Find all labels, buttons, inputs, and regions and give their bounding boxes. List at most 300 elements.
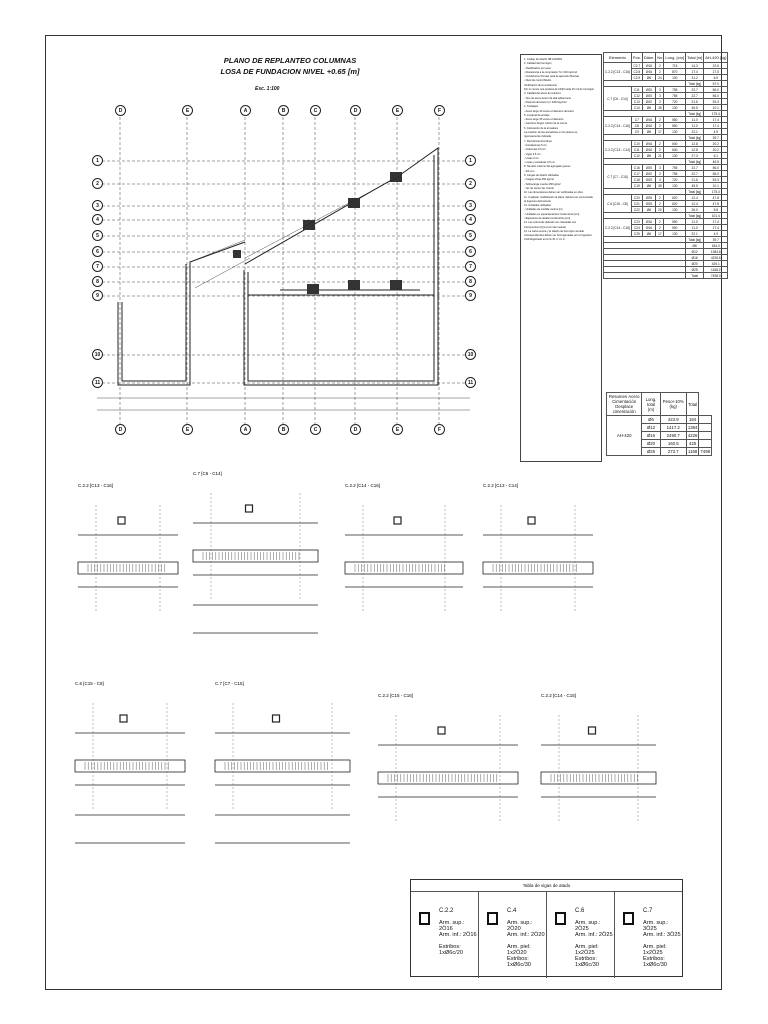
axis-bubble-right: 6 [465, 246, 476, 257]
summary-diameter: Ø25 [642, 448, 660, 456]
note-line: - Clasificación por peso [524, 66, 551, 70]
steel-diameter-value: 425.1 [704, 261, 728, 267]
steel-cell: 640 [664, 141, 686, 147]
steel-cell: Ø16 [642, 219, 655, 225]
note-line: - Fluencia del acero fy= 4200 kg/cm2 [524, 100, 567, 104]
axis-bubble-right: 10 [465, 349, 476, 360]
steel-cell: C12 [631, 93, 642, 99]
steel-cell: 26.0 [686, 207, 704, 213]
summary-h1b: Desplace cimentación [612, 404, 636, 414]
steel-cell: 17.4 [704, 225, 728, 231]
steel-cell: 35 [656, 183, 664, 189]
steel-grand-value: 7498.0 [704, 273, 728, 279]
steel-cell: 550 [664, 225, 686, 231]
steel-cell: 3 [656, 99, 664, 105]
tie-beam-bottom-rebar: Arm. inf.: 2Ö20 [507, 932, 545, 938]
summary-header-cell: Total [686, 393, 699, 416]
column-section-icon [528, 517, 535, 524]
note-line: instrumentos [3] (a 2 con las metras) [524, 225, 567, 229]
plan-title-line2: LOSA DE FUNDACION NIVEL +0.65 [m] [220, 67, 360, 76]
tie-beam-top-rebar: Arm. sup.: 2Ö25 [575, 920, 601, 932]
axis-bubble-right: 3 [465, 200, 476, 211]
steel-cell: 20.2 [704, 141, 728, 147]
tie-beam-cell [615, 892, 682, 978]
axis-bubble-bottom: F [434, 424, 445, 435]
steel-cell: 17 [656, 231, 664, 237]
steel-cell: 4.9 [704, 129, 728, 135]
beam-detail-title: C.2.2 [C14 - C15] [541, 693, 577, 698]
steel-cell: 550 [664, 117, 686, 123]
steel-cell: Ø16 [642, 147, 655, 153]
note-line: rigurosamente indicada [524, 135, 551, 139]
beam-section-icon [419, 912, 430, 925]
steel-element-name: C.2.2 [C13 - C16] [604, 63, 632, 81]
steel-cell: 130 [664, 105, 686, 111]
tie-beam-stirrups: Estribos: 1xØ6c/30 [643, 956, 667, 968]
steel-cell: 10.1 [704, 183, 728, 189]
steel-cell: C2.9 [631, 75, 642, 81]
note-line: 12. Unidades utilizadas [524, 204, 551, 208]
steel-cell: 3 [656, 87, 664, 93]
steel-cell: 47.8 [704, 201, 728, 207]
note-line: 5. Longitud de anclaje [524, 113, 550, 117]
tie-beam-bottom-rebar: Arm. inf.: 2Ö25 [575, 932, 613, 938]
note-line: - Ganchos Según criterio de la norma [524, 122, 568, 126]
note-line: Por lo menos una probeta de 15/30 cada 15 m3 de hormigón [524, 88, 595, 92]
steel-cell: 45.5 [686, 105, 704, 111]
summary-weight: 184 [686, 416, 699, 424]
beam-elevation [78, 562, 178, 574]
note-line: - Sobrecarga muerta 150 kg/m2 [524, 182, 561, 186]
steel-cell: C11 [631, 87, 642, 93]
axis-bubble-top: E [182, 105, 193, 116]
steel-cell: 2 [656, 219, 664, 225]
steel-cell: Ø25 [642, 201, 655, 207]
steel-cell: 35 [656, 105, 664, 111]
axis-bubble-bottom: D [350, 424, 361, 435]
axis-bubble-left: 8 [92, 276, 103, 287]
beam-detail [193, 471, 318, 633]
axis-bubble-bottom: D [115, 424, 126, 435]
note-line: 6. Colocación de la armadura [524, 126, 558, 130]
steel-element-name: C.7 [C6 - C14] [604, 87, 632, 111]
summary-diameter: Ø6 [642, 416, 660, 424]
steel-cell: Ø16 [642, 117, 655, 123]
steel-cell: Ø20 [642, 177, 655, 183]
note-line: - Unidades en espaciamientos Centimetros [cm] [524, 212, 580, 216]
steel-header-cell: Total [m] [686, 53, 704, 63]
tie-beam-skin-rebar: Arm. piel: 1x2Ö25 [575, 944, 599, 956]
steel-cell: 20 [656, 207, 664, 213]
steel-header-cell: AH-420 [kg] [704, 53, 728, 63]
summary-length: 2490.7 [660, 432, 686, 440]
steel-cell: 3 [656, 177, 664, 183]
steel-cell: Ø20 [642, 87, 655, 93]
beam-detail-title: C.7 [C7 - C15] [215, 681, 244, 686]
steel-cell: Ø16 [642, 69, 655, 75]
axis-bubble-top: D [115, 105, 126, 116]
steel-cell: 130 [664, 231, 686, 237]
note-line: - Losas y escaleras 2.5 cm [524, 161, 555, 165]
steel-subtotal-value: 175.4 [704, 111, 728, 117]
summary-h1: Resumen Acero Cimentación [608, 394, 640, 404]
note-line: 11. Cualquier modificación al plano, deberá ser comunicada [524, 195, 593, 199]
steel-diameter-value: 4226.6 [704, 255, 728, 261]
note-line: 2. Calidad del hormigon [524, 62, 552, 66]
steel-cell: 715 [664, 63, 686, 69]
tie-beam-row [411, 892, 682, 978]
steel-cell: Ø25 [642, 195, 655, 201]
note-line: 4. Traslapos [524, 105, 539, 109]
steel-cell: Ø20 [642, 99, 655, 105]
steel-subtotal-label: Total [kg] [686, 135, 704, 141]
steel-cell: 22.7 [686, 87, 704, 93]
steel-cell: C8 [631, 123, 642, 129]
steel-cell: C23 [631, 219, 642, 225]
column-section-icon [118, 517, 125, 524]
beam-section-icon [487, 912, 498, 925]
axis-bubble-left: 2 [92, 178, 103, 189]
beam-section-icon [555, 912, 566, 925]
steel-subtotal-value: 46.5 [704, 159, 728, 165]
beam-detail-title: C.2.2 [C13 - C16] [78, 483, 114, 488]
steel-cell: 2 [656, 141, 664, 147]
summary-header-cell: Long. total (m) [642, 393, 660, 416]
note-line: - Unidades de medida metros [m] [524, 208, 563, 212]
axis-bubble-left: 6 [92, 246, 103, 257]
beam-detail-title: C.2.2 [C15 - C16] [378, 693, 414, 698]
steel-header-cell: Pos. [631, 53, 642, 63]
steel-cell: 130 [664, 75, 686, 81]
steel-cell: 17 [656, 129, 664, 135]
steel-cell: 21 [656, 153, 664, 159]
steel-cell: Ø6 [642, 207, 655, 213]
steel-cell: 17.4 [704, 123, 728, 129]
note-line: 3. Calidad del acero de refuerzo [524, 92, 561, 96]
beam-elevation [378, 772, 518, 784]
plan-scale: Esc. 1:100 [255, 86, 280, 92]
steel-subtotal-label: Total [kg] [686, 159, 704, 165]
steel-diameter-label: Ø12 [686, 249, 704, 255]
steel-cell: 720 [664, 177, 686, 183]
steel-cell: 2 [656, 117, 664, 123]
note-line: - Fundaciones 5 cm [524, 143, 547, 147]
summary-diameter: Ø16 [642, 432, 660, 440]
steel-cell: C19 [631, 183, 642, 189]
column-section-icon [120, 715, 127, 722]
axis-bubble-bottom: B [278, 424, 289, 435]
steel-cell: 22.1 [686, 129, 704, 135]
steel-cell: C21 [631, 201, 642, 207]
note-line: - Condiciones Previas para la ejecución Buenas [524, 75, 580, 79]
beam-detail-title: C.2.2 [C13 - C14] [483, 483, 519, 488]
steel-diameter-value: 184.0 [704, 243, 728, 249]
note-line: 8. Tamaño máximo del agregado grueso [524, 165, 571, 169]
axis-bubble-left: 4 [92, 214, 103, 225]
steel-subtotal-value: 101.4 [704, 213, 728, 219]
steel-cell: 12.8 [686, 141, 704, 147]
steel-cell: 130 [664, 153, 686, 159]
axis-bubble-bottom: E [392, 424, 403, 435]
steel-subtotal-value: 39.7 [704, 237, 728, 243]
column-section-icon [246, 505, 253, 512]
steel-cell: 22.7 [686, 93, 704, 99]
steel-cell: Ø16 [642, 63, 655, 69]
steel-diameter-value: 1384.6 [704, 249, 728, 255]
summary-diameter: Ø20 [642, 440, 660, 448]
summary-length: 160.5 [660, 440, 686, 448]
steel-cell: C2.8 [631, 69, 642, 75]
steel-cell: C12 [631, 153, 642, 159]
steel-cell: 6.9 [704, 75, 728, 81]
steel-diameter-label: Ø6 [686, 243, 704, 249]
column-section-icon [438, 727, 445, 734]
note-line: - Acero largo 35 veces el diámetro [524, 118, 564, 122]
steel-cell: 2 [656, 123, 664, 129]
axis-bubble-top: C [310, 105, 321, 116]
steel-cell: 12.4 [686, 201, 704, 207]
beam-detail [345, 483, 463, 612]
note-line: Verificación de la resistencia [524, 83, 557, 87]
steel-cell: 17.4 [704, 117, 728, 123]
note-line: - Losas 2 cm [524, 156, 539, 160]
steel-cell: C24 [631, 225, 642, 231]
note-line: - Vigas 2.5 cm [524, 152, 541, 156]
steel-cell: C16 [631, 165, 642, 171]
steel-cell: C14 [631, 105, 642, 111]
tie-beam-stirrups: Estribos: 1xØ6c/30 [575, 956, 599, 968]
axis-bubble-left: 7 [92, 261, 103, 272]
steel-cell: 27.3 [686, 153, 704, 159]
note-line: - Acero largo 40 veces el diámetro de barra [524, 109, 574, 113]
steel-cell: C2.7 [631, 63, 642, 69]
steel-diameter-label: Ø25 [686, 267, 704, 273]
axis-bubble-left: 9 [92, 290, 103, 301]
steel-cell: 755 [664, 171, 686, 177]
axis-bubble-left: 1 [92, 155, 103, 166]
column-section-icon [273, 715, 280, 722]
steel-cell: C11 [631, 147, 642, 153]
steel-cell: 56.0 [704, 171, 728, 177]
axis-bubble-right: 1 [465, 155, 476, 166]
tie-beam-name: C.6 [575, 908, 585, 914]
steel-cell: 27.5 [704, 69, 728, 75]
steel-cell: 755 [664, 165, 686, 171]
note-line: 1. Codigo de diseño NB 1225001 [524, 58, 563, 61]
steel-cell: 2 [656, 69, 664, 75]
steel-cell: C18 [631, 177, 642, 183]
note-line: 14. La carta sonora y el diseño de hormigón armado [524, 229, 585, 233]
steel-element-name: C.2.2 [C14 - C16] [604, 117, 632, 135]
axis-bubble-top: E [392, 105, 403, 116]
steel-cell: C25 [631, 231, 642, 237]
steel-cell: Ø20 [642, 165, 655, 171]
summary-header-cell: Peso+10% (kg) [660, 393, 686, 416]
beam-elevation [193, 550, 318, 562]
steel-subtotal-label: Total [kg] [686, 81, 704, 87]
axis-bubble-right: 11 [465, 377, 476, 388]
tie-beam-cell [479, 892, 547, 978]
axis-bubble-left: 11 [92, 377, 103, 388]
steel-cell: 22.6 [704, 63, 728, 69]
steel-cell: 720 [664, 99, 686, 105]
steel-header-cell: Diám. [642, 53, 655, 63]
steel-cell: 21.6 [686, 177, 704, 183]
steel-cell: Ø6 [642, 183, 655, 189]
steel-cell: 53.3 [704, 177, 728, 183]
steel-cell: 10.1 [704, 105, 728, 111]
beam-elevation [541, 772, 656, 784]
steel-cell: Ø6 [642, 75, 655, 81]
steel-cell: 21.6 [686, 99, 704, 105]
steel-cell: 2 [656, 201, 664, 207]
axis-bubble-right: 5 [465, 230, 476, 241]
steel-diameter-label: Ø20 [686, 261, 704, 267]
tie-beam-skin-rebar: Arm. piel: 1x2Ö20 [507, 944, 531, 956]
tie-beam-bottom-rebar: Arm. inf.: 2Ö16 [439, 932, 477, 938]
steel-element-name: C.2.2 [C13 - C14] [604, 141, 632, 159]
steel-cell: 45.5 [686, 183, 704, 189]
steel-cell: 22.7 [686, 171, 704, 177]
tie-beam-name: C.4 [507, 908, 517, 914]
steel-cell: Ø6 [642, 129, 655, 135]
steel-cell: 17.4 [704, 219, 728, 225]
steel-cell: 755 [664, 87, 686, 93]
steel-cell: 620 [664, 201, 686, 207]
beam-detail-title: C.6 [C15 - C8] [75, 681, 104, 686]
steel-cell: C17 [631, 171, 642, 177]
note-line: - 3/4 mm [524, 169, 535, 173]
note-line: - Ver de viento Ver criterio [524, 186, 554, 190]
steel-cell: Ø6 [642, 105, 655, 111]
steel-cell: 550 [664, 123, 686, 129]
summary-weight: 1168 [688, 449, 698, 454]
steel-cell: 2 [656, 63, 664, 69]
steel-cell: 11.0 [686, 117, 704, 123]
steel-cell: 17.4 [686, 69, 704, 75]
note-line: 7. Recubrimientos libres [524, 139, 552, 143]
summary-length: 1417.2 [660, 424, 686, 432]
summary-weight: 4226 [687, 433, 698, 438]
note-line: Civil Registrado en la S.I.B. C.I.C.C. [524, 238, 566, 242]
beam-detail [541, 693, 656, 822]
steel-cell: 5.8 [704, 207, 728, 213]
steel-cell: 31.2 [686, 75, 704, 81]
steel-cell: 11.0 [686, 219, 704, 225]
tie-beam-cell [411, 892, 479, 978]
steel-cell: 620 [664, 195, 686, 201]
axis-bubble-bottom: A [240, 424, 251, 435]
axis-bubble-right: 8 [465, 276, 476, 287]
steel-cell: C22 [631, 207, 642, 213]
note-line: - Tipo de acero Acero de alta adherencia [524, 96, 571, 100]
axis-bubble-top: A [240, 105, 251, 116]
steel-cell: 56.0 [704, 93, 728, 99]
steel-cell: 550 [664, 219, 686, 225]
steel-cell: 2 [656, 225, 664, 231]
note-line: - Nivel de control Medio [524, 79, 552, 83]
axis-bubble-top: D [350, 105, 361, 116]
steel-diameter-value: 1168.2 [704, 267, 728, 273]
steel-cell: 11.0 [686, 123, 704, 129]
steel-subtotal-label: Total [kg] [686, 213, 704, 219]
steel-cell: 3 [656, 93, 664, 99]
summary-material: AH-420 [607, 416, 642, 456]
tie-beam-name: C.2.2 [439, 908, 454, 914]
axis-bubble-right: 7 [465, 261, 476, 272]
steel-cell: 870 [664, 69, 686, 75]
steel-subtotal-value: 57.0 [704, 81, 728, 87]
steel-cell: 130 [664, 183, 686, 189]
beam-detail [215, 681, 350, 843]
axis-bubble-right: 4 [465, 214, 476, 225]
steel-cell: C10 [631, 141, 642, 147]
axis-bubble-bottom: E [182, 424, 193, 435]
tie-beam-top-rebar: Arm. sup.: 2Ö16 [439, 920, 465, 932]
steel-header-cell: Long. [cm] [664, 53, 686, 63]
steel-header-cell: Elemento [604, 53, 632, 63]
axis-bubble-bottom: C [310, 424, 321, 435]
steel-cell: 3 [656, 165, 664, 171]
beam-detail [483, 483, 593, 612]
beam-detail [78, 483, 178, 612]
steel-element-name: C.7 [C7 - C15] [604, 165, 632, 189]
note-line: - Resistencia a la compresión f'c= 210 kg/cm2 [524, 70, 577, 74]
steel-subtotal-label: Total [kg] [686, 111, 704, 117]
steel-subtotal-label: Total [kg] [686, 237, 704, 243]
steel-grand-label: Total [686, 273, 704, 279]
summary-length: 423.9 [660, 416, 686, 424]
steel-element-name: C.6 [C15 - C8] [604, 195, 632, 213]
column-section-icon [589, 727, 596, 734]
steel-cell: 12.8 [686, 147, 704, 153]
beam-detail [75, 681, 185, 843]
steel-cell: 3 [656, 171, 664, 177]
note-line: 13. Las columnas deberán ser colocadas con [524, 221, 577, 225]
steel-header-cell: No [656, 53, 664, 63]
note-line: La posición de las armaduras en los planos es [524, 131, 578, 135]
steel-cell: Ø6 [642, 153, 655, 159]
note-line: - Espesores de detalle Centimetros [cm] [524, 216, 571, 220]
steel-cell: 12.4 [686, 195, 704, 201]
tie-beam-stirrups: Estribos: 1xØ6c/30 [507, 956, 531, 968]
note-line: 10. Las dimensiones deben ser verificadas en obra [524, 191, 583, 195]
steel-cell: C13 [631, 99, 642, 105]
tie-beam-cell [547, 892, 615, 978]
axis-bubble-right: 2 [465, 178, 476, 189]
axis-bubble-left: 3 [92, 200, 103, 211]
steel-element-name: C.2.2 [C14 - C15] [604, 219, 632, 237]
beam-detail-title: C.7 [C6 - C14] [193, 471, 222, 476]
steel-diameter-label: Ø16 [686, 255, 704, 261]
summary-weight: 1384 [687, 425, 698, 430]
steel-cell: 53.3 [704, 99, 728, 105]
steel-subtotal-value: 175.4 [704, 189, 728, 195]
axis-bubble-top: F [434, 105, 445, 116]
tie-beam-name: C.7 [643, 908, 653, 914]
steel-cell: 2 [656, 195, 664, 201]
steel-cell: 14.3 [686, 63, 704, 69]
axis-bubble-left: 10 [92, 349, 103, 360]
steel-cell: 130 [664, 207, 686, 213]
steel-cell: 2 [656, 147, 664, 153]
column-section-icon [394, 517, 401, 524]
steel-cell: 56.0 [704, 165, 728, 171]
steel-cell: 4.9 [704, 231, 728, 237]
beam-detail-title: C.2.2 [C14 - C16] [345, 483, 381, 488]
steel-cell: 755 [664, 93, 686, 99]
beam-detail [378, 693, 518, 822]
